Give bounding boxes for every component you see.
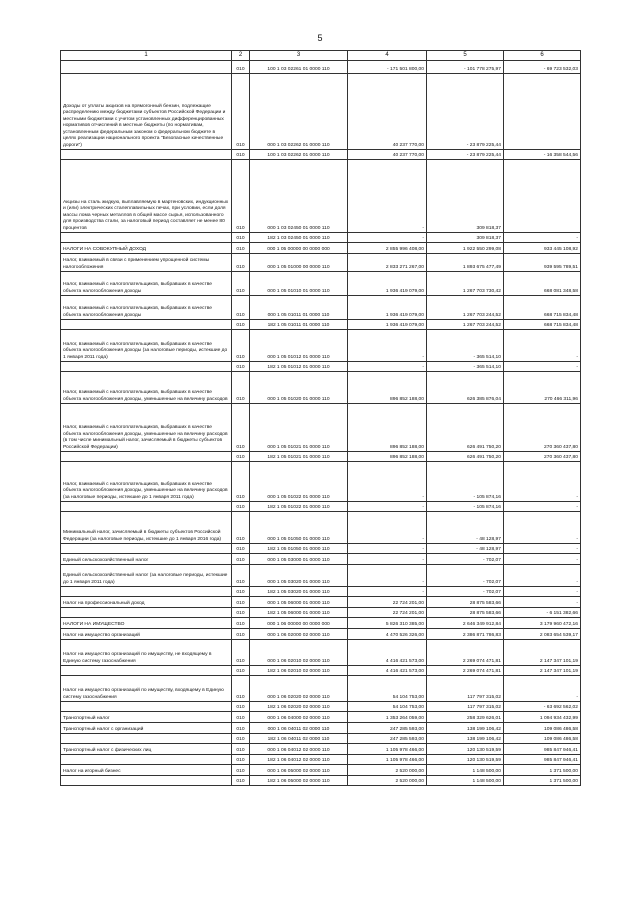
row-name-cell <box>61 61 232 74</box>
unexecuted-amount-cell: - <box>504 587 581 597</box>
approved-amount-cell: - <box>348 587 427 597</box>
approved-amount-cell: 247 285 593,00 <box>348 723 427 734</box>
budget-code-cell: 000 1 03 02262 01 0000 110 <box>250 74 348 150</box>
table-row <box>61 330 581 362</box>
table-row <box>61 597 581 608</box>
approved-amount-cell: 1 936 419 079,00 <box>348 272 427 296</box>
unexecuted-amount-cell: 2 083 654 539,17 <box>504 629 581 640</box>
approved-amount-cell: - <box>348 544 427 554</box>
executed-amount-cell: 120 130 519,59 <box>427 755 504 765</box>
table-row <box>61 629 581 640</box>
row-name-cell: Транспортный налог с физических лиц <box>61 744 232 755</box>
row-name-cell <box>61 362 232 372</box>
executed-amount-cell: 138 199 106,42 <box>427 723 504 734</box>
table-row <box>61 160 581 233</box>
row-name-cell: Единый сельскохозяйственный налог <box>61 554 232 565</box>
table-row <box>61 544 581 554</box>
budget-code-cell: 000 1 05 01010 01 0000 110 <box>250 272 348 296</box>
line-code-cell: 010 <box>232 233 250 243</box>
approved-amount-cell: - <box>348 565 427 587</box>
row-name-cell: НАЛОГИ НА СОВОКУПНЫЙ ДОХОД <box>61 243 232 254</box>
unexecuted-amount-cell: - 16 358 544,56 <box>504 150 581 160</box>
unexecuted-amount-cell: - <box>504 502 581 512</box>
table-row <box>61 565 581 587</box>
executed-amount-cell: - 48 128,97 <box>427 544 504 554</box>
line-code-cell: 010 <box>232 272 250 296</box>
line-code-cell: 010 <box>232 320 250 330</box>
executed-amount-cell: - 23 879 225,44 <box>427 150 504 160</box>
row-name-cell: Налог, взимаемый с налогоплательщиков, выбравших в качестве объекта налогообложения доходы, уменьшенные на величину расходов (в том числе минимальный налог, зачисляемый в бюджеты субъектов Российской Федерации) <box>61 404 232 452</box>
unexecuted-amount-cell: 939 595 789,51 <box>504 254 581 272</box>
executed-amount-cell: 28 875 583,66 <box>427 608 504 618</box>
budget-code-cell: 100 1 03 02262 01 0000 110 <box>250 150 348 160</box>
column-header: 2 <box>232 51 250 61</box>
unexecuted-amount-cell: 933 445 108,92 <box>504 243 581 254</box>
table-row <box>61 254 581 272</box>
executed-amount-cell: 2 646 349 912,84 <box>427 618 504 629</box>
row-name-cell <box>61 320 232 330</box>
line-code-cell: 010 <box>232 608 250 618</box>
line-code-cell: 010 <box>232 61 250 74</box>
approved-amount-cell: 4 416 421 573,00 <box>348 666 427 676</box>
budget-code-cell: 182 1 06 04012 02 0000 110 <box>250 755 348 765</box>
line-code-cell: 010 <box>232 676 250 702</box>
executed-amount-cell: 258 329 626,01 <box>427 712 504 723</box>
approved-amount-cell: 896 852 188,00 <box>348 452 427 462</box>
line-code-cell: 010 <box>232 452 250 462</box>
table-row <box>61 61 581 74</box>
line-code-cell: 010 <box>232 150 250 160</box>
row-name-cell: Единый сельскохозяйственный налог (за налоговые периоды, истекшие до 1 января 2011 года) <box>61 565 232 587</box>
table-row <box>61 618 581 629</box>
executed-amount-cell: - 702,07 <box>427 554 504 565</box>
approved-amount-cell: 4 470 526 326,00 <box>348 629 427 640</box>
budget-code-cell: 000 1 06 00000 00 0000 000 <box>250 618 348 629</box>
approved-amount-cell: - <box>348 160 427 233</box>
row-name-cell: Налог на имущество организаций по имуществу, входящему в Единую систему газоснабжения <box>61 676 232 702</box>
executed-amount-cell: 1 148 500,00 <box>427 765 504 776</box>
row-name-cell: НАЛОГИ НА ИМУЩЕСТВО <box>61 618 232 629</box>
budget-code-cell: 000 1 05 01020 01 0000 110 <box>250 372 348 404</box>
row-name-cell <box>61 150 232 160</box>
row-name-cell: Доходы от уплаты акцизов на прямогонный бензин, подлежащие распределению между бюджетами субъектов Российской Федерации и местными бюджетами с учетом установленных дифференцированных нормативов отчислений в местные бюджеты (по нормативам, установленным федеральным законом о федеральном бюджете в целях реализации национального проекта "Безопасные качественные дороги") <box>61 74 232 150</box>
table-row <box>61 723 581 734</box>
unexecuted-amount-cell: 985 847 946,41 <box>504 755 581 765</box>
budget-code-cell: 000 1 06 04011 02 0000 110 <box>250 723 348 734</box>
budget-code-cell: 182 1 05 03020 01 0000 110 <box>250 587 348 597</box>
unexecuted-amount-cell: 985 847 946,41 <box>504 744 581 755</box>
executed-amount-cell: 1 893 675 477,49 <box>427 254 504 272</box>
line-code-cell: 010 <box>232 565 250 587</box>
approved-amount-cell: 22 724 201,00 <box>348 597 427 608</box>
approved-amount-cell: 2 520 000,00 <box>348 765 427 776</box>
row-name-cell: Минимальный налог, зачисляемый в бюджеты субъектов Российской Федерации (за налоговые периоды, истекшие до 1 января 2016 года) <box>61 512 232 544</box>
unexecuted-amount-cell: 668 715 834,48 <box>504 320 581 330</box>
table-row <box>61 320 581 330</box>
approved-amount-cell: - <box>348 554 427 565</box>
budget-code-cell: 182 1 06 04011 02 0000 110 <box>250 734 348 744</box>
approved-amount-cell: 896 852 188,00 <box>348 372 427 404</box>
table-row <box>61 243 581 254</box>
row-name-cell <box>61 587 232 597</box>
executed-amount-cell: 2 269 074 471,81 <box>427 666 504 676</box>
row-name-cell: Налог на профессиональный доход <box>61 597 232 608</box>
column-header: 6 <box>504 51 581 61</box>
executed-amount-cell: 626 385 876,04 <box>427 372 504 404</box>
budget-code-cell: 000 1 06 04012 02 0000 110 <box>250 744 348 755</box>
executed-amount-cell: 1 922 550 299,08 <box>427 243 504 254</box>
budget-code-cell: 000 1 03 02450 01 0000 110 <box>250 160 348 233</box>
row-name-cell: Налог на игорный бизнес <box>61 765 232 776</box>
unexecuted-amount-cell: 1 094 934 432,99 <box>504 712 581 723</box>
approved-amount-cell: - <box>348 502 427 512</box>
line-code-cell: 010 <box>232 372 250 404</box>
approved-amount-cell: - <box>348 330 427 362</box>
row-name-cell <box>61 755 232 765</box>
budget-code-cell: 182 1 05 01022 01 0000 110 <box>250 502 348 512</box>
table-row <box>61 702 581 712</box>
table-row <box>61 755 581 765</box>
row-name-cell <box>61 452 232 462</box>
approved-amount-cell: - 171 501 800,00 <box>348 61 427 74</box>
table-row <box>61 776 581 786</box>
unexecuted-amount-cell: 270 360 437,80 <box>504 452 581 462</box>
table-row <box>61 554 581 565</box>
row-name-cell <box>61 776 232 786</box>
line-code-cell: 010 <box>232 296 250 320</box>
table-row <box>61 272 581 296</box>
unexecuted-amount-cell: 1 371 500,00 <box>504 776 581 786</box>
approved-amount-cell: 5 826 310 385,00 <box>348 618 427 629</box>
executed-amount-cell: - 105 874,16 <box>427 462 504 502</box>
line-code-cell: 010 <box>232 712 250 723</box>
unexecuted-amount-cell: - <box>504 554 581 565</box>
unexecuted-amount-cell: 109 086 486,58 <box>504 723 581 734</box>
unexecuted-amount-cell: - <box>504 544 581 554</box>
line-code-cell: 010 <box>232 734 250 744</box>
budget-code-cell: 000 1 05 01022 01 0000 110 <box>250 462 348 502</box>
line-code-cell: 010 <box>232 744 250 755</box>
table-row <box>61 296 581 320</box>
budget-code-cell: 000 1 06 05000 02 0000 110 <box>250 765 348 776</box>
row-name-cell <box>61 608 232 618</box>
table-row <box>61 765 581 776</box>
row-name-cell <box>61 233 232 243</box>
row-name-cell: Налог на имущество организаций <box>61 629 232 640</box>
line-code-cell: 010 <box>232 765 250 776</box>
budget-code-cell: 000 1 05 06000 01 0000 110 <box>250 597 348 608</box>
table-row <box>61 233 581 243</box>
unexecuted-amount-cell: - 69 723 532,03 <box>504 61 581 74</box>
unexecuted-amount-cell: 3 179 960 472,16 <box>504 618 581 629</box>
unexecuted-amount-cell: 109 086 486,58 <box>504 734 581 744</box>
row-name-cell: Транспортный налог с организаций <box>61 723 232 734</box>
budget-code-cell: 182 1 05 06000 01 0000 110 <box>250 608 348 618</box>
line-code-cell: 010 <box>232 544 250 554</box>
table-row <box>61 666 581 676</box>
line-code-cell: 010 <box>232 502 250 512</box>
budget-code-cell: 182 1 06 02010 02 0000 110 <box>250 666 348 676</box>
unexecuted-amount-cell: - <box>504 676 581 702</box>
column-header: 3 <box>250 51 348 61</box>
approved-amount-cell: 1 105 978 466,00 <box>348 744 427 755</box>
row-name-cell: Налог, взимаемый с налогоплательщиков, выбравших в качестве объекта налогообложения доходы <box>61 296 232 320</box>
approved-amount-cell: 1 936 419 079,00 <box>348 296 427 320</box>
budget-code-cell: 000 1 05 03020 01 0000 110 <box>250 565 348 587</box>
unexecuted-amount-cell: 2 147 347 101,19 <box>504 666 581 676</box>
executed-amount-cell: 2 386 871 786,83 <box>427 629 504 640</box>
unexecuted-amount-cell: - <box>504 597 581 608</box>
row-name-cell <box>61 666 232 676</box>
line-code-cell: 010 <box>232 776 250 786</box>
budget-code-cell: 000 1 06 04000 02 0000 110 <box>250 712 348 723</box>
budget-code-cell: 182 1 05 01012 01 0000 110 <box>250 362 348 372</box>
line-code-cell: 010 <box>232 618 250 629</box>
page-number: 5 <box>317 33 323 43</box>
unexecuted-amount-cell: - <box>504 330 581 362</box>
line-code-cell: 010 <box>232 512 250 544</box>
row-name-cell <box>61 702 232 712</box>
budget-code-cell: 000 1 06 02020 02 0000 110 <box>250 676 348 702</box>
unexecuted-amount-cell: 270 466 311,96 <box>504 372 581 404</box>
executed-amount-cell: 117 797 315,02 <box>427 676 504 702</box>
unexecuted-amount-cell: 270 360 437,80 <box>504 404 581 452</box>
line-code-cell: 010 <box>232 243 250 254</box>
table-row <box>61 362 581 372</box>
executed-amount-cell: 626 491 750,20 <box>427 452 504 462</box>
approved-amount-cell: 2 833 271 267,00 <box>348 254 427 272</box>
row-name-cell: Акцизы на сталь жидкую, выплавляемую в мартеновских, индукционных и (или) электрических сталеплавильных печах, при условии, если доля массы лома черных металлов в общей массе сырья, использованного для производства стали, за налоговый период составляет не менее 80 процентов <box>61 160 232 233</box>
approved-amount-cell: 1 936 419 079,00 <box>348 320 427 330</box>
budget-code-cell: 182 1 06 05000 02 0000 110 <box>250 776 348 786</box>
approved-amount-cell: 22 724 201,00 <box>348 608 427 618</box>
column-header: 4 <box>348 51 427 61</box>
table-row <box>61 512 581 544</box>
line-code-cell: 010 <box>232 74 250 150</box>
approved-amount-cell: 54 104 753,00 <box>348 676 427 702</box>
line-code-cell: 010 <box>232 330 250 362</box>
approved-amount-cell: 54 104 753,00 <box>348 702 427 712</box>
executed-amount-cell: - 105 874,16 <box>427 502 504 512</box>
table-row <box>61 676 581 702</box>
budget-code-cell: 182 1 05 01050 01 0000 110 <box>250 544 348 554</box>
executed-amount-cell: - 702,07 <box>427 565 504 587</box>
unexecuted-amount-cell: - <box>504 362 581 372</box>
budget-code-cell: 000 1 05 00000 00 0000 000 <box>250 243 348 254</box>
unexecuted-amount-cell: - <box>504 565 581 587</box>
line-code-cell: 010 <box>232 723 250 734</box>
line-code-cell: 010 <box>232 597 250 608</box>
budget-code-cell: 000 1 05 03000 01 0000 110 <box>250 554 348 565</box>
executed-amount-cell: - 365 514,10 <box>427 362 504 372</box>
approved-amount-cell: 4 416 421 573,00 <box>348 640 427 666</box>
executed-amount-cell: 309 818,37 <box>427 233 504 243</box>
executed-amount-cell: - 702,07 <box>427 587 504 597</box>
row-name-cell <box>61 544 232 554</box>
executed-amount-cell: - 23 879 225,44 <box>427 74 504 150</box>
approved-amount-cell: 2 855 996 408,00 <box>348 243 427 254</box>
budget-code-cell: 182 1 05 01021 01 0000 110 <box>250 452 348 462</box>
budget-code-cell: 182 1 05 01011 01 0000 110 <box>250 320 348 330</box>
approved-amount-cell: - <box>348 233 427 243</box>
unexecuted-amount-cell: - 6 151 382,66 <box>504 608 581 618</box>
table-row <box>61 587 581 597</box>
budget-code-cell: 000 1 05 01011 01 0000 110 <box>250 296 348 320</box>
row-name-cell: Транспортный налог <box>61 712 232 723</box>
row-name-cell: Налог, взимаемый с налогоплательщиков, выбравших в качестве объекта налогообложения доходы, уменьшенные на величину расходов (за налоговые периоды, истекшие до 1 января 2011 года) <box>61 462 232 502</box>
executed-amount-cell: 2 269 074 471,81 <box>427 640 504 666</box>
executed-amount-cell: 28 875 583,66 <box>427 597 504 608</box>
executed-amount-cell: 138 199 106,42 <box>427 734 504 744</box>
budget-code-cell: 000 1 06 02000 02 0000 110 <box>250 629 348 640</box>
row-name-cell: Налог, взимаемый с налогоплательщиков, выбравших в качестве объекта налогообложения доходы (за налоговые периоды, истекшие до 1 января 2011 года) <box>61 330 232 362</box>
line-code-cell: 010 <box>232 755 250 765</box>
line-code-cell: 010 <box>232 254 250 272</box>
table-row <box>61 404 581 452</box>
unexecuted-amount-cell: 668 081 348,58 <box>504 272 581 296</box>
executed-amount-cell: 120 130 519,59 <box>427 744 504 755</box>
budget-code-cell: 182 1 03 02450 01 0000 110 <box>250 233 348 243</box>
row-name-cell <box>61 502 232 512</box>
table-row <box>61 372 581 404</box>
budget-code-cell: 100 1 03 02261 01 0000 110 <box>250 61 348 74</box>
approved-amount-cell: 1 353 264 059,00 <box>348 712 427 723</box>
budget-code-cell: 000 1 06 02010 02 0000 110 <box>250 640 348 666</box>
row-name-cell: Налог на имущество организаций по имуществу, не входящему в Единую систему газоснабжения <box>61 640 232 666</box>
executed-amount-cell: 1 148 500,00 <box>427 776 504 786</box>
row-name-cell <box>61 734 232 744</box>
line-code-cell: 010 <box>232 462 250 502</box>
approved-amount-cell: - <box>348 512 427 544</box>
executed-amount-cell: 1 267 703 730,42 <box>427 272 504 296</box>
line-code-cell: 010 <box>232 554 250 565</box>
table-row <box>61 462 581 502</box>
line-code-cell: 010 <box>232 362 250 372</box>
approved-amount-cell: - <box>348 462 427 502</box>
unexecuted-amount-cell: 1 371 500,00 <box>504 765 581 776</box>
line-code-cell: 010 <box>232 404 250 452</box>
line-code-cell: 010 <box>232 160 250 233</box>
line-code-cell: 010 <box>232 666 250 676</box>
unexecuted-amount-cell <box>504 160 581 233</box>
approved-amount-cell: 40 237 770,00 <box>348 74 427 150</box>
approved-amount-cell: 2 520 000,00 <box>348 776 427 786</box>
executed-amount-cell: 1 267 703 244,52 <box>427 320 504 330</box>
table-row <box>61 734 581 744</box>
budget-code-cell: 000 1 05 01000 00 0000 110 <box>250 254 348 272</box>
table-row <box>61 744 581 755</box>
approved-amount-cell: 896 852 188,00 <box>348 404 427 452</box>
unexecuted-amount-cell: - <box>504 512 581 544</box>
table-row <box>61 150 581 160</box>
budget-code-cell: 000 1 05 01050 01 0000 110 <box>250 512 348 544</box>
approved-amount-cell: 40 237 770,00 <box>348 150 427 160</box>
line-code-cell: 010 <box>232 702 250 712</box>
executed-amount-cell: - 365 514,10 <box>427 330 504 362</box>
budget-code-cell: 182 1 06 02020 02 0000 110 <box>250 702 348 712</box>
table-row <box>61 502 581 512</box>
column-header: 5 <box>427 51 504 61</box>
table-row <box>61 712 581 723</box>
table-row <box>61 452 581 462</box>
approved-amount-cell: 1 105 978 466,00 <box>348 755 427 765</box>
executed-amount-cell: - 101 778 275,97 <box>427 61 504 74</box>
table-row <box>61 640 581 666</box>
unexecuted-amount-cell: 2 147 347 101,19 <box>504 640 581 666</box>
executed-amount-cell: 1 267 703 244,52 <box>427 296 504 320</box>
unexecuted-amount-cell: - 63 692 562,02 <box>504 702 581 712</box>
table-row <box>61 608 581 618</box>
unexecuted-amount-cell: 668 715 834,48 <box>504 296 581 320</box>
row-name-cell: Налог, взимаемый с налогоплательщиков, выбравших в качестве объекта налогообложения доходы, уменьшенные на величину расходов <box>61 372 232 404</box>
approved-amount-cell: - <box>348 362 427 372</box>
row-name-cell: Налог, взимаемый с налогоплательщиков, выбравших в качестве объекта налогообложения доходы <box>61 272 232 296</box>
column-header: 1 <box>61 51 232 61</box>
executed-amount-cell: 626 491 750,20 <box>427 404 504 452</box>
executed-amount-cell: 117 797 315,02 <box>427 702 504 712</box>
budget-revenue-table <box>60 50 581 786</box>
row-name-cell: Налог, взимаемый в связи с применением упрощенной системы налогообложения <box>61 254 232 272</box>
line-code-cell: 010 <box>232 587 250 597</box>
executed-amount-cell: - 48 128,97 <box>427 512 504 544</box>
unexecuted-amount-cell: - <box>504 462 581 502</box>
table-header-row <box>61 51 581 61</box>
budget-code-cell: 000 1 05 01012 01 0000 110 <box>250 330 348 362</box>
approved-amount-cell: 247 285 593,00 <box>348 734 427 744</box>
line-code-cell: 010 <box>232 629 250 640</box>
executed-amount-cell: 309 818,37 <box>427 160 504 233</box>
unexecuted-amount-cell: - <box>504 233 581 243</box>
budget-code-cell: 000 1 05 01021 01 0000 110 <box>250 404 348 452</box>
line-code-cell: 010 <box>232 640 250 666</box>
table-row <box>61 74 581 150</box>
unexecuted-amount-cell <box>504 74 581 150</box>
